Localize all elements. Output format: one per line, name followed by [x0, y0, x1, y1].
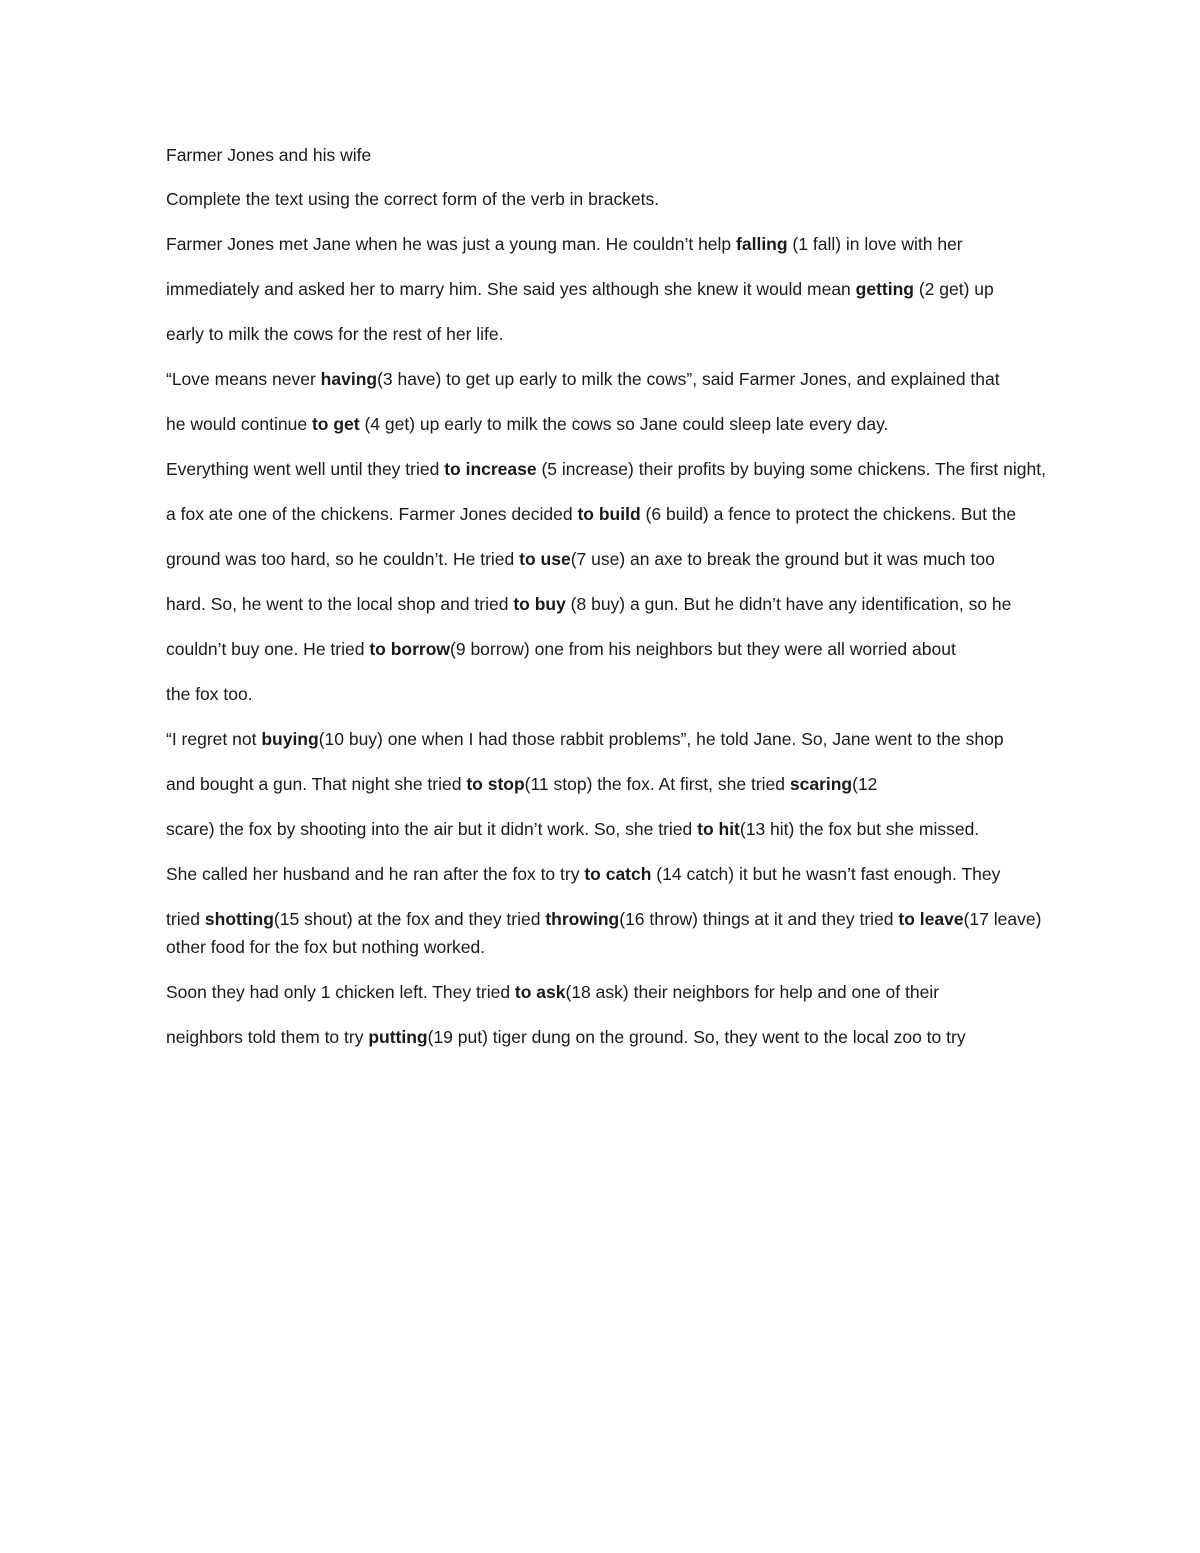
text-run: (17 leave) other food for the fox but nothing worked.: [166, 909, 1042, 957]
text-run: (10 buy) one when I had those rabbit problems”, he told Jane. So, Jane went to the shop: [318, 729, 1004, 749]
answer-word: getting: [855, 279, 914, 299]
text-run: (11 stop) the fox. At first, she tried: [524, 774, 790, 794]
answer-word: to get: [311, 414, 360, 434]
text-paragraph: [166, 815, 1046, 843]
answer-word: to leave: [898, 909, 964, 929]
text-run: Everything went well until they tried: [166, 459, 445, 479]
answer-word: to borrow: [369, 639, 451, 659]
text-run: (19 put) tiger dung on the ground. So, they went to the local zoo to try: [427, 1027, 966, 1047]
text-paragraph: [166, 770, 1046, 798]
text-run: (3 have) to get up early to milk the cows”, said Farmer Jones, and explained that: [377, 369, 1000, 389]
text-run: the fox too.: [166, 684, 253, 704]
text-run: (9 borrow) one from his neighbors but they were all worried about: [450, 639, 956, 659]
text-paragraph: [166, 230, 1046, 258]
answer-word: to buy: [513, 594, 566, 614]
answer-word: to increase: [444, 459, 537, 479]
text-run: (8 buy) a gun. But he didn’t have any identification, so he: [565, 594, 1012, 614]
text-run: (16 throw) things at it and they tried: [619, 909, 899, 929]
text-run: Soon they had only 1 chicken left. They tried: [166, 982, 515, 1002]
text-run: “I regret not: [166, 729, 262, 749]
paragraph-list: [166, 185, 1046, 1051]
text-run: (15 shout) at the fox and they tried: [273, 909, 546, 929]
text-paragraph: [166, 545, 1046, 573]
text-run: early to milk the cows for the rest of her life.: [166, 324, 504, 344]
answer-word: having: [320, 369, 378, 389]
text-run: Farmer Jones met Jane when he was just a young man. He couldn’t help: [166, 234, 737, 254]
instruction-paragraph: [166, 185, 1046, 213]
text-paragraph: [166, 455, 1046, 483]
text-run: (2 get) up: [913, 279, 994, 299]
text-run: (1 fall) in love with her: [787, 234, 963, 254]
text-paragraph: [166, 500, 1046, 528]
text-run: a fox ate one of the chickens. Farmer Jones decided: [166, 504, 578, 524]
answer-word: to use: [519, 549, 571, 569]
text-paragraph: [166, 275, 1046, 303]
text-paragraph: [166, 725, 1046, 753]
text-paragraph: [166, 590, 1046, 618]
answer-word: to ask: [514, 982, 566, 1002]
text-run: (4 get) up early to milk the cows so Jane could sleep late every day.: [359, 414, 889, 434]
text-run: ground was too hard, so he couldn’t. He tried: [166, 549, 520, 569]
document-title: Farmer Jones and his wife: [166, 145, 372, 165]
answer-word: falling: [736, 234, 788, 254]
text-run: tried: [166, 909, 205, 929]
text-run: scare) the fox by shooting into the air but it didn’t work. So, she tried: [166, 819, 698, 839]
text-run: neighbors told them to try: [166, 1027, 369, 1047]
text-run: he would continue: [166, 414, 312, 434]
answer-word: to hit: [697, 819, 740, 839]
text-run: hard. So, he went to the local shop and tried: [166, 594, 514, 614]
text-run: (7 use) an axe to break the ground but it was much too: [570, 549, 995, 569]
text-run: (14 catch) it but he wasn’t fast enough. They: [651, 864, 1001, 884]
answer-word: throwing: [545, 909, 620, 929]
document-body: [166, 141, 1046, 1068]
text-run: “Love means never: [166, 369, 321, 389]
text-paragraph: [166, 978, 1046, 1006]
text-paragraph: [166, 680, 1046, 708]
answer-word: buying: [261, 729, 319, 749]
text-paragraph: [166, 905, 1046, 961]
text-paragraph: [166, 1023, 1046, 1051]
text-run: She called her husband and he ran after the fox to try: [166, 864, 585, 884]
text-run: immediately and asked her to marry him. She said yes although she knew it would mean: [166, 279, 856, 299]
text-run: and bought a gun. That night she tried: [166, 774, 467, 794]
text-run: (6 build) a fence to protect the chickens. But the: [640, 504, 1017, 524]
text-paragraph: [166, 320, 1046, 348]
text-paragraph: [166, 365, 1046, 393]
answer-word: to build: [577, 504, 641, 524]
text-run: (13 hit) the fox but she missed.: [739, 819, 980, 839]
text-run: couldn’t buy one. He tried: [166, 639, 370, 659]
text-run: (18 ask) their neighbors for help and one of their: [565, 982, 940, 1002]
answer-word: shotting: [204, 909, 274, 929]
answer-word: to stop: [466, 774, 525, 794]
text-run: Complete the text using the correct form of the verb in brackets.: [166, 189, 660, 209]
text-paragraph: [166, 860, 1046, 888]
answer-word: putting: [368, 1027, 428, 1047]
text-paragraph: [166, 410, 1046, 438]
text-run: (5 increase) their profits by buying some chickens. The first night,: [536, 459, 1046, 479]
answer-word: to catch: [584, 864, 652, 884]
answer-word: scaring: [789, 774, 853, 794]
text-run: (12: [852, 774, 878, 794]
text-paragraph: [166, 635, 1046, 663]
